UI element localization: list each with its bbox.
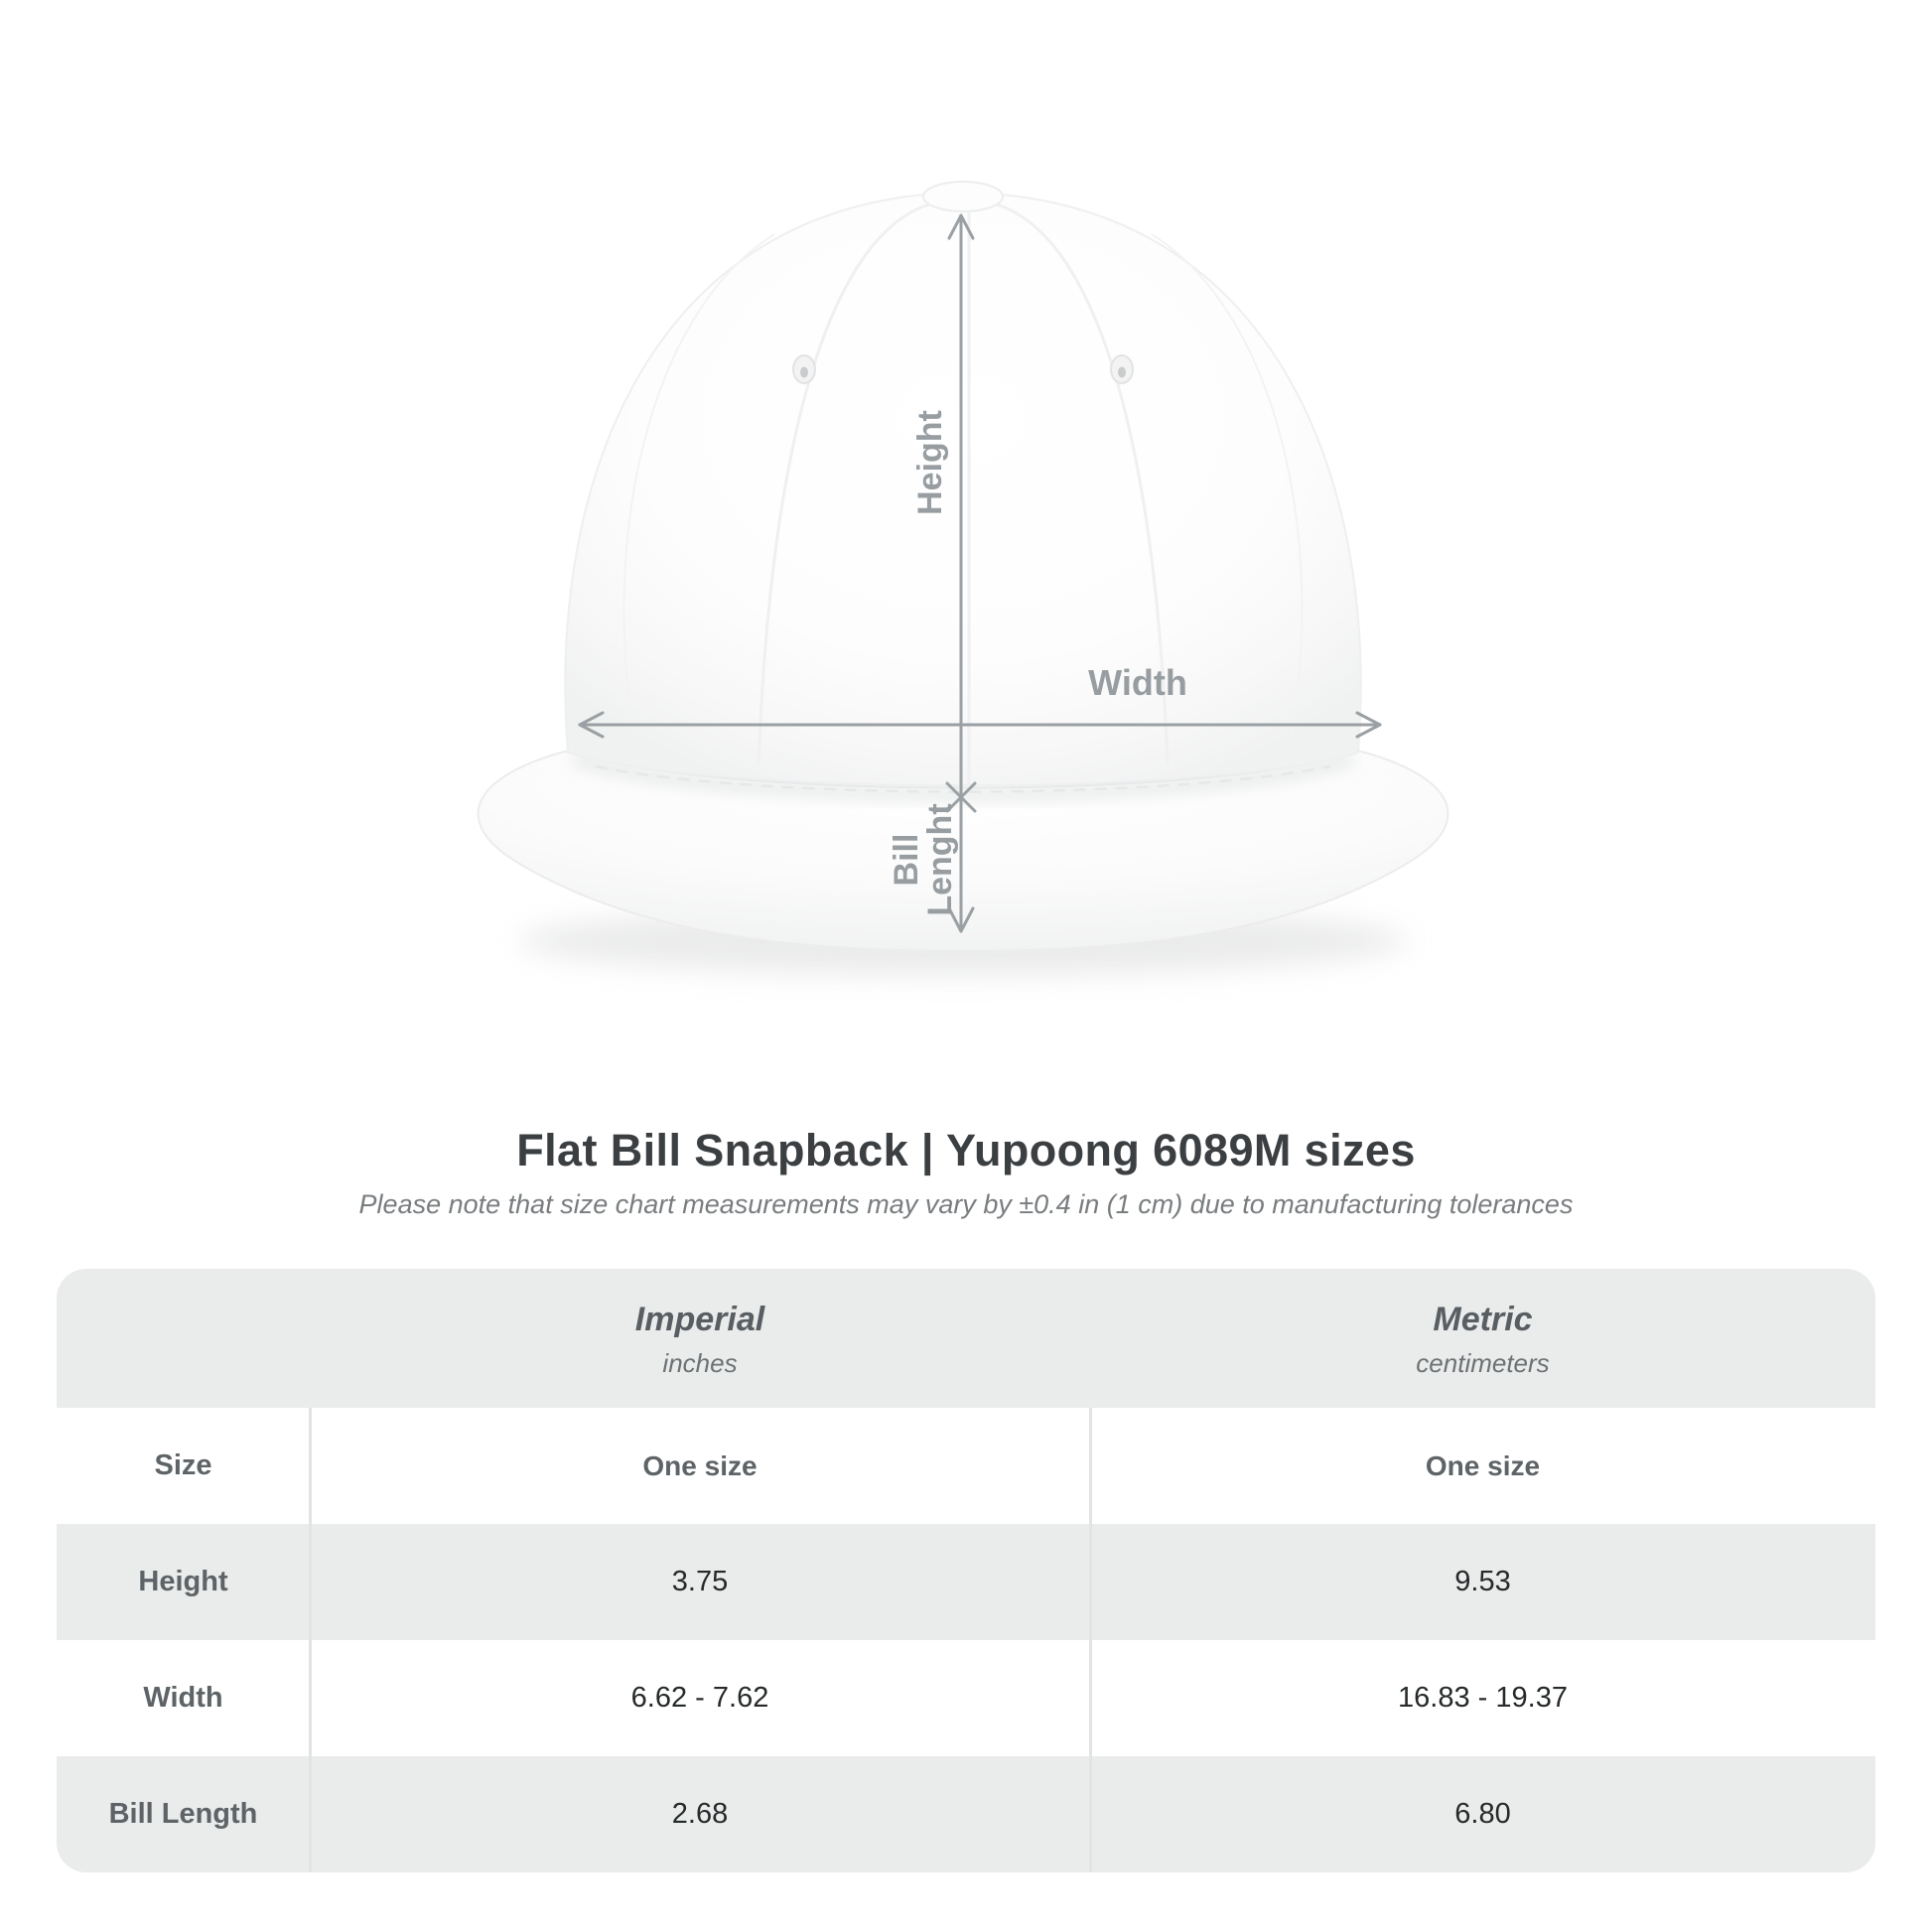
row-label: Bill Length [108,1798,258,1830]
metric-header-label: Metric [1433,1301,1533,1338]
width-label: Width [1088,662,1187,703]
size-table [57,1269,1875,1872]
page-subtitle: Please note that size chart measurements may vary by ±0.4 in (1 cm) due to manufacturing tolerances [358,1189,1574,1219]
metric-value: 16.83 - 19.37 [1398,1682,1568,1714]
table-row [57,1524,1875,1640]
row-label: Height [138,1566,228,1597]
imperial-header-label: Imperial [634,1301,765,1338]
eyelet-left [793,355,815,383]
imperial-value: One size [642,1449,758,1481]
table-header [57,1269,1875,1408]
imperial-value: 6.62 - 7.62 [630,1682,769,1714]
imperial-value: 3.75 [671,1566,729,1597]
table-row [57,1756,1875,1872]
eyelet-right [1111,355,1133,383]
metric-header-unit: centimeters [1416,1348,1550,1378]
row-label: Width [143,1682,223,1714]
table-row [57,1408,1875,1524]
table-row [57,1640,1875,1756]
metric-header [1090,1269,1875,1408]
svg-text:Lenght: Lenght [921,803,959,916]
column-separator [1089,1408,1092,1872]
header-spacer [57,1269,310,1408]
height-label: Height [911,410,949,515]
row-label: Size [154,1449,212,1481]
imperial-header [310,1269,1090,1408]
imperial-value: 2.68 [671,1798,729,1830]
svg-text:Bill: Bill [888,833,925,887]
metric-value: One size [1425,1449,1541,1481]
page-title: Flat Bill Snapback | Yupoong 6089M sizes [516,1125,1416,1175]
metric-value: 9.53 [1454,1566,1511,1597]
imperial-header-unit: inches [662,1348,738,1378]
column-separator [309,1408,312,1872]
hat-button [923,182,1003,211]
metric-value: 6.80 [1454,1798,1511,1830]
hat-crown [565,193,1360,785]
